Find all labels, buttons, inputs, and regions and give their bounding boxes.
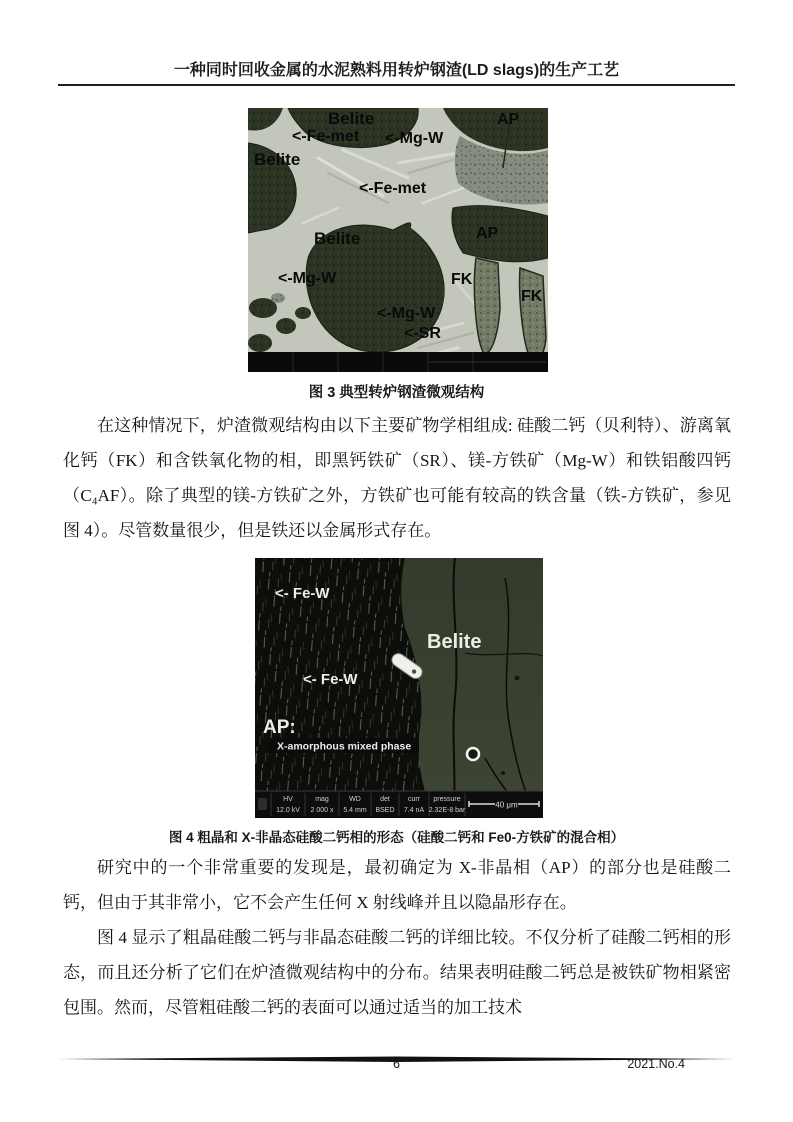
fig3-label-mg-w-top: <-Mg-W	[385, 130, 444, 147]
fig3-label-fe-met-top: <-Fe-met	[292, 128, 360, 145]
figure4-image	[255, 558, 543, 818]
sem-col-mag-value: 2 000 x	[310, 807, 334, 814]
figure3-caption: 图 3 典型转炉钢渣微观结构	[308, 385, 485, 401]
sem-col-curr-value: 7.4 nA	[403, 807, 425, 814]
fig3-label-ap-top: AP	[497, 111, 520, 128]
fig3-label-sr: <-SR	[404, 325, 441, 342]
fig3-label-belite-center: Belite	[314, 229, 361, 248]
fig3-label-fe-met-mid: <-Fe-met	[359, 180, 427, 197]
header-divider	[58, 84, 735, 86]
sem-col-det-value: BSED	[375, 807, 395, 814]
figure4-caption: 图 4 粗晶和 X-非晶态硅酸二钙相的形态（硅酸二钙和 Fe0-方铁矿的混合相）	[168, 830, 625, 845]
fig3-info-bar	[248, 352, 548, 372]
sem-col-pressure-value: 2.32E-8 bar	[428, 807, 466, 814]
body-text-block-2	[63, 850, 731, 1025]
fig4-belite-grain	[401, 558, 543, 818]
sem-col-hv-value: 12.0 kV	[276, 807, 300, 814]
body-text-block-1	[63, 408, 731, 548]
paragraph-1: 在这种情况下，炉渣微观结构由以下主要矿物学相组成: 硅酸二钙（贝利特）、游离氧化钙（FK）和含铁氧化物的相，即黑钙铁矿（SR）、镁-方铁矿（Mg-W）和铁铝酸四钙（C₄AF）。除了典型的镁-方铁矿之外，方铁矿也可能有较高的铁含量（铁-方铁矿，参见图 4）。尽管数量很少，但是铁还以金属形式存在。	[63, 416, 731, 540]
fig4-ring-inclusion	[467, 748, 479, 760]
fig4-label-amorphous: X-amorphous mixed phase	[277, 740, 412, 753]
sem-col-pressure-header: pressure	[433, 796, 461, 803]
issue-number: 2021.No.4	[627, 1057, 685, 1071]
fig4-label-fe-w-top: <- Fe-W	[275, 585, 330, 602]
fig4-sem-data-bar	[255, 791, 543, 818]
sem-col-wd-value: 5.4 mm	[343, 807, 367, 814]
sem-scale-label: 40 μm	[495, 800, 518, 810]
figure3-image	[248, 108, 548, 372]
fig4-label-fe-w-mid: <- Fe-W	[303, 671, 358, 688]
figure3-micrograph	[248, 108, 548, 372]
sem-col-curr-header: curr	[407, 796, 421, 803]
paragraph-2: 研究中的一个非常重要的发现是，最初确定为 X-非晶相（AP）的部分也是硅酸二钙，但由于其非常小，它不会产生任何 X 射线峰并且以隐晶形存在。	[63, 858, 731, 912]
fig3-label-fk-far-right: FK	[521, 288, 543, 305]
fig3-label-mg-w-center: <-Mg-W	[377, 305, 436, 322]
sem-col-hv-header: HV	[283, 796, 293, 803]
figure4-sem-image	[255, 558, 543, 818]
sem-col-det-header: det	[380, 796, 390, 803]
fig4-label-ap: AP:	[263, 717, 296, 738]
fig3-label-mg-w-left: <-Mg-W	[278, 270, 337, 287]
fig4-label-belite: Belite	[427, 631, 482, 653]
paragraph-3: 图 4 显示了粗晶硅酸二钙与非晶态硅酸二钙的详细比较。不仅分析了硅酸二钙相的形态，而且还分析了它们在炉渣微观结构中的分布。结果表明硅酸二钙总是被铁矿物相紧密包围。然而，尽管粗硅酸二钙的表面可以通过适当的加工技术	[63, 928, 731, 1017]
sem-col-mag-header: mag	[315, 796, 329, 803]
fig3-label-fk-right: FK	[451, 271, 473, 288]
sem-col-wd-header: WD	[349, 796, 361, 803]
fig3-label-belite-top: Belite	[328, 109, 375, 128]
page-number: 6	[393, 1057, 400, 1071]
footer-divider	[58, 1050, 735, 1057]
fig3-label-belite-left: Belite	[254, 150, 301, 169]
fig3-label-ap-mid: AP	[476, 225, 499, 242]
page-header-title: 一种同时回收金属的水泥熟料用转炉钢渣(LD slags)的生产工艺	[173, 62, 620, 79]
